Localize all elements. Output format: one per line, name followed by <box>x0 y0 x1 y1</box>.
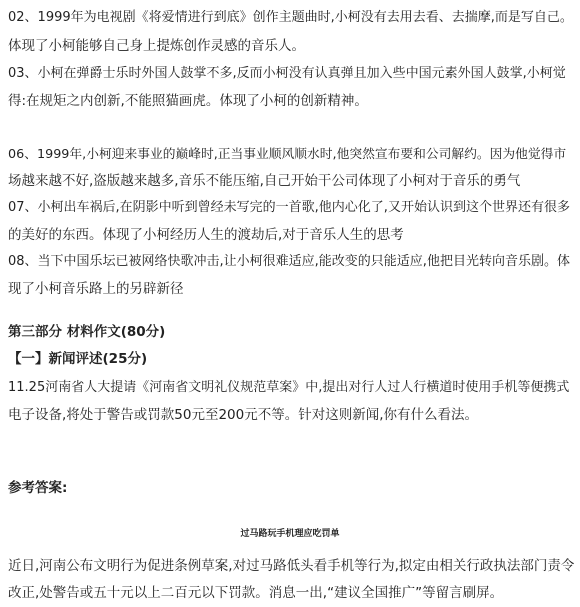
section-heading: 第三部分 材料作文(80分) <box>8 324 166 340</box>
paragraph-06-line-2: 场越来越不好,盗版越来越多,音乐不能压缩,自己开始干公司体现了小柯对于音乐的勇气 <box>8 173 521 189</box>
subsection-heading: 【一】新闻评述(25分) <box>8 351 148 367</box>
paragraph-02-line-1: 02、1999年为电视剧《将爱情进行到底》创作主题曲时,小柯没有去用去看、去揣摩,而是写自己。 <box>8 10 573 25</box>
essay-line-2: 改正,处警告或五十元以上二百元以下罚款。消息一出,“建议全国推广”等留言刷屏。 <box>8 585 504 601</box>
paragraph-08-line-1: 08、当下中国乐坛已被网络快歌冲击,让小柯很难适应,能改变的只能适应,他把目光转向音乐剧。体 <box>8 254 570 269</box>
answer-label: 参考答案: <box>8 480 68 496</box>
paragraph-06-line-1: 06、1999年,小柯迎来事业的巅峰时,正当事业顺风顺水时,他突然宣布要和公司解约。因为他觉得市 <box>8 147 567 162</box>
paragraph-03-line-1: 03、小柯在弹爵士乐时外国人鼓掌不多,反而小柯没有认真弹且加入些中国元素外国人鼓掌,小柯觉 <box>8 66 566 81</box>
essay-line-1: 近日,河南公布文明行为促进条例草案,对过马路低头看手机等行为,拟定由相关行政执法部门责令 <box>8 558 575 574</box>
paragraph-07-line-1: 07、小柯出车祸后,在阴影中听到曾经未写完的一首歌,他内心化了,又开始认识到这个世界还有很多 <box>8 200 570 215</box>
paragraph-03-line-2: 得:在规矩之内创新,不能照猫画虎。体现了小柯的创新精神。 <box>8 93 368 109</box>
paragraph-07-line-2: 的美好的东西。体现了小柯经历人生的渡劫后,对于音乐人生的思考 <box>8 227 404 243</box>
paragraph-02-line-2: 体现了小柯能够自己身上提炼创作灵感的音乐人。 <box>8 38 305 54</box>
news-line-2: 电子设备,将处于警告或罚款50元至200元不等。针对这则新闻,你有什么看法。 <box>8 407 479 423</box>
news-line-1: 11.25河南省人大提请《河南省文明礼仪规范草案》中,提出对行人过人行横道时使用手机等便携式 <box>8 380 570 395</box>
paragraph-08-line-2: 现了小柯音乐路上的另辟新径 <box>8 281 184 297</box>
essay-title: 过马路玩手机理应吃罚单 <box>240 529 340 539</box>
